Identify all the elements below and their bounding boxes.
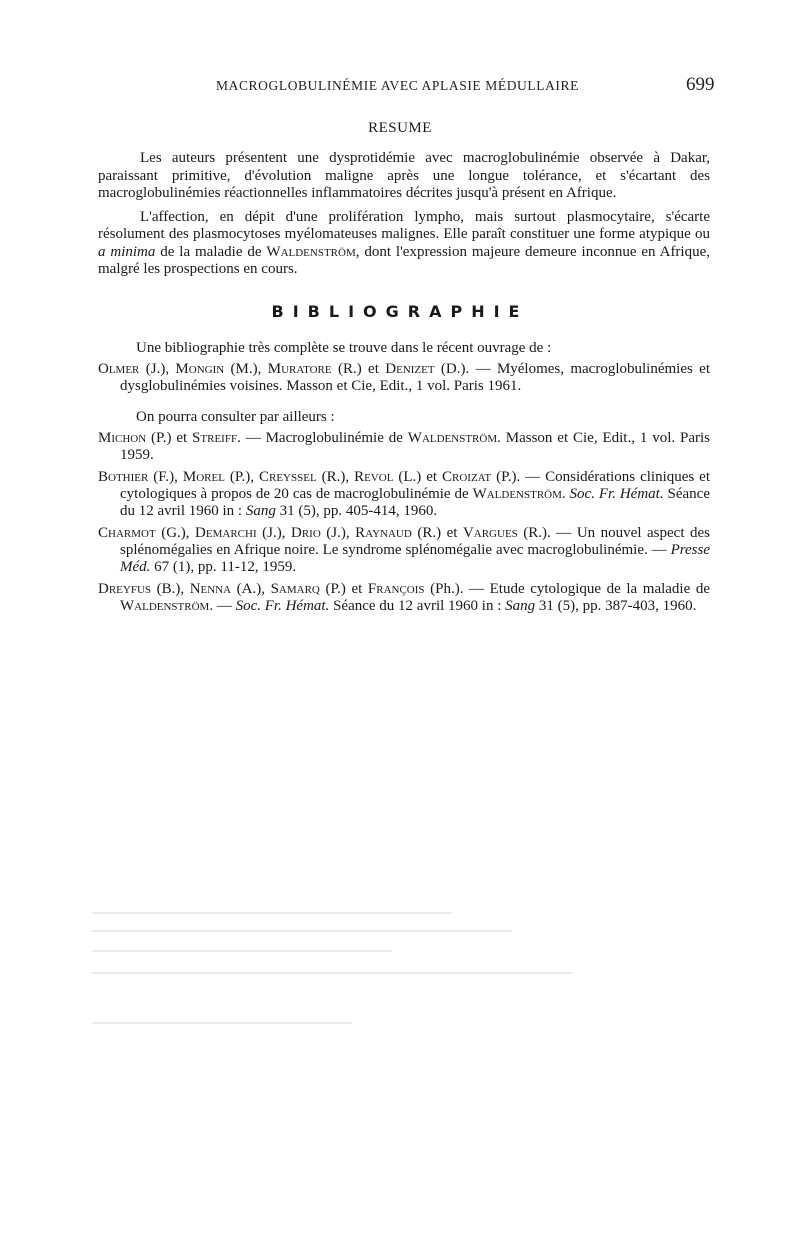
text-segment: . — Macroglobulinémie de: [237, 430, 408, 446]
text-segment: .: [561, 486, 570, 502]
spacer: [98, 400, 710, 409]
author-name: Dreyfus: [98, 581, 152, 597]
text-segment: Myélomes, macroglobulinémies et dysglobulinémies voisines. Masson et Cie, Edit., 1 vol. Paris 1961.: [120, 361, 711, 394]
text-segment: (J.),: [256, 525, 291, 541]
bibliography-heading: BIBLIOGRAPHIE: [271, 302, 529, 321]
text-segment: Séance du 12 avril 1960 in :: [329, 598, 506, 614]
author-name: Michon: [98, 430, 147, 446]
text-segment: 67 (1), pp. 11-12, 1959.: [150, 559, 297, 575]
journal-title: Sang: [245, 503, 276, 519]
reference-item: [98, 361, 710, 395]
text-segment: L'affection, en dépit d'une prolifération lympho, mais surtout plasmocytaire, s'écarte résolument des plasmocytoses myélomateuses malignes. Elle paraît constituer une forme atypique ou: [98, 208, 710, 242]
journal-title: Soc. Fr. Hémat.: [569, 486, 664, 502]
page-number: 699: [686, 74, 715, 95]
text-segment: (P.),: [224, 469, 259, 485]
show-through-mark: [92, 950, 392, 952]
text-segment: (P.) et: [319, 581, 368, 597]
author-name: Vargues: [462, 525, 518, 541]
text-segment: (D.). —: [434, 361, 497, 377]
text-segment: Considérations cliniques et cytologiques à propos de 20 cas de macroglobulinémie de: [120, 469, 711, 502]
text-segment: (G.),: [155, 525, 196, 541]
journal-title: Sang: [505, 598, 536, 614]
text-segment: 31 (5), pp. 405-414, 1960.: [275, 503, 438, 519]
author-name: Waldenström: [266, 243, 356, 260]
text-segment: (R.) et: [331, 361, 386, 377]
text-segment: (P.) et: [146, 430, 193, 446]
text-segment: (R.). —: [517, 525, 577, 541]
text-segment: (R.),: [316, 469, 355, 485]
reference-item: [98, 430, 710, 464]
text-segment: (P.). —: [491, 469, 546, 485]
abstract-heading: RESUME: [368, 120, 432, 136]
reference-item: [98, 525, 710, 576]
author-name: Waldenström: [472, 486, 562, 502]
text-segment: Etude cytologique de la maladie de: [489, 581, 711, 597]
show-through-mark: [92, 912, 452, 914]
text-segment: Un nouvel aspect des splénomégalies en Afrique noire. Le syndrome splénomégalie avec macroglobulinémie. —: [120, 525, 711, 558]
author-name: Denizet: [385, 361, 435, 377]
author-name: Waldenström: [120, 598, 210, 614]
author-name: Streiff: [192, 430, 238, 446]
text-segment: (L.) et: [393, 469, 442, 485]
text-segment: 31 (5), pp. 387-403, 1960.: [535, 598, 697, 614]
author-name: Olmer: [98, 361, 140, 377]
running-title: MACROGLOBULINÉMIE AVEC APLASIE MÉDULLAIRE: [216, 78, 579, 93]
bibliography-body: [98, 340, 710, 620]
text-segment: . —: [209, 598, 236, 614]
author-name: Revol: [354, 469, 394, 485]
journal-title: Presse Méd.: [120, 542, 710, 575]
author-name: Muratore: [267, 361, 332, 377]
author-name: Mongin: [175, 361, 225, 377]
text-segment: (J.),: [320, 525, 356, 541]
author-name: Creyssel: [259, 469, 317, 485]
author-name: Charmot: [98, 525, 156, 541]
reference-item: [98, 469, 710, 520]
bibliography-intro-1: Une bibliographie très complète se trouve dans le récent ouvrage de :: [136, 340, 552, 356]
bibliography-intro-2: On pourra consulter par ailleurs :: [136, 409, 335, 425]
text-segment: (F.),: [148, 469, 183, 485]
show-through-mark: [92, 972, 572, 974]
text-segment: (B.),: [151, 581, 190, 597]
text-segment: de la maladie de: [155, 243, 267, 260]
text-segment: (M.),: [224, 361, 268, 377]
text-segment: . Masson et Cie, Edit., 1 vol. Paris 1959.: [120, 430, 710, 463]
show-through-mark: [92, 930, 512, 932]
author-name: Morel: [182, 469, 225, 485]
author-name: François: [367, 581, 425, 597]
abstract-body: [98, 150, 710, 285]
author-name: Nenna: [189, 581, 232, 597]
journal-title: Soc. Fr. Hémat.: [235, 598, 330, 614]
show-through-mark: [92, 1022, 352, 1024]
text-segment: (R.) et: [411, 525, 463, 541]
author-name: Samarq: [270, 581, 320, 597]
author-name: Demarchi: [195, 525, 257, 541]
text-segment: (Ph.). —: [424, 581, 490, 597]
reference-item: [98, 581, 710, 615]
text-segment: (J.),: [139, 361, 176, 377]
author-name: Croizat: [442, 469, 492, 485]
text-segment: (A.),: [231, 581, 271, 597]
text-segment: , dont l'expression majeure demeure inconnue en Afrique, malgré les prospections en cours.: [98, 243, 711, 277]
author-name: Drio: [290, 525, 321, 541]
author-name: Waldenström: [407, 430, 498, 446]
abstract-paragraph-1: Les auteurs présentent une dysprotidémie avec macroglobulinémie observée à Dakar, paraissant primitive, d'évolution maligne après une longue tolérance, et s'écartant des macroglobulinémies réactionnelles inflammatoires décrites jusqu'à présent en Afrique.: [98, 150, 710, 201]
text-segment: Séance du 12 avril 1960 in :: [120, 486, 710, 519]
italic-term: a minima: [98, 243, 156, 260]
author-name: Raynaud: [355, 525, 412, 541]
author-name: Bothier: [98, 469, 149, 485]
abstract-paragraph-2: [98, 209, 710, 279]
